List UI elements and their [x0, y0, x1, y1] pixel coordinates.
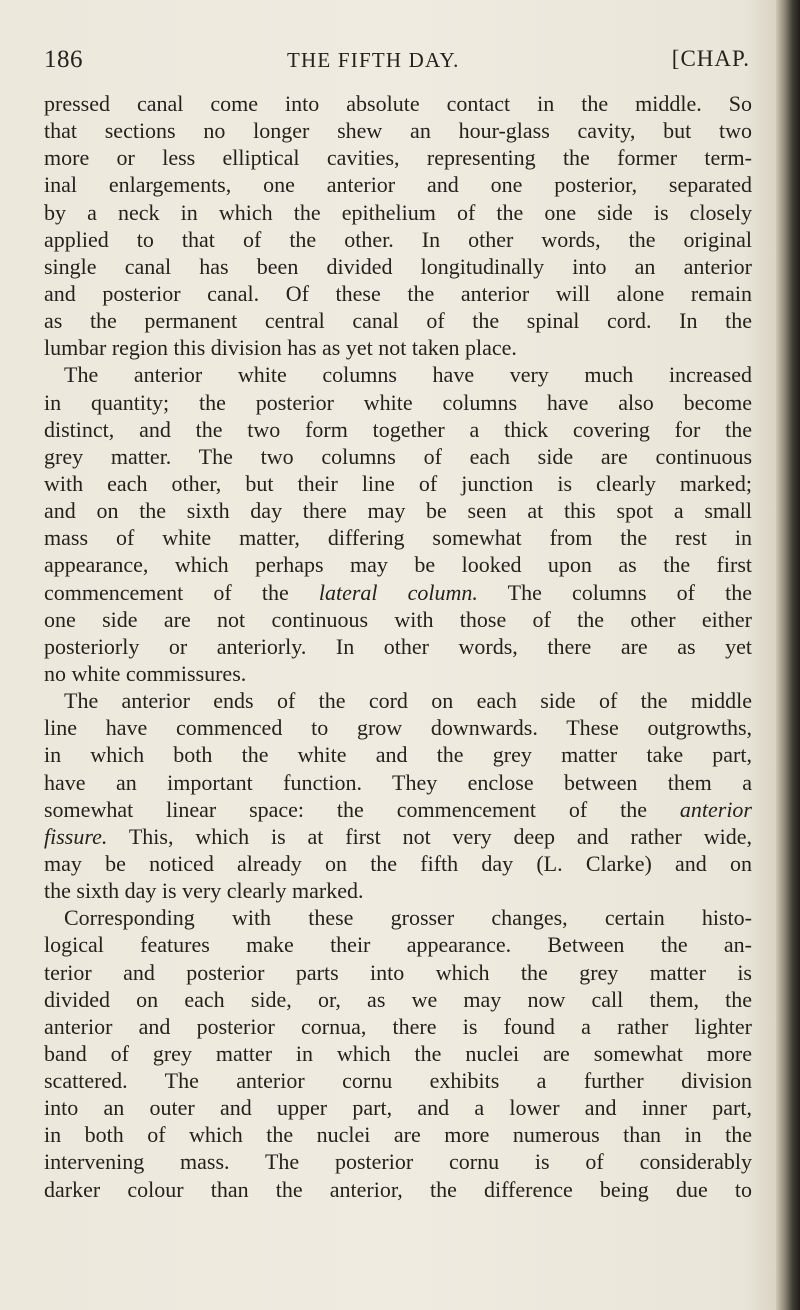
text-line-content: single canal has been divided longitudinally into an anterior: [44, 253, 752, 279]
text-line-content: grey matter. The two columns of each side are continuous: [44, 443, 752, 469]
text-line: [44, 986, 752, 1013]
text-line-content: somewhat linear space: the commencement of the: [44, 796, 680, 822]
text-line: [44, 823, 752, 850]
text-line-content: more or less elliptical cavities, representing the former term-: [44, 145, 752, 171]
text-line: [44, 90, 752, 117]
text-line: [44, 741, 752, 768]
text-line: [44, 959, 752, 986]
text-line-content: Corresponding with these grosser changes, certain histo-: [64, 905, 752, 931]
text-line: [44, 1040, 752, 1067]
text-line: [44, 470, 752, 497]
text-line: [44, 551, 752, 578]
text-line: [44, 361, 752, 388]
text-line-content: lumbar region this division has as yet not taken place.: [44, 335, 517, 361]
text-line: [44, 633, 752, 660]
text-line-content: commencement of the: [44, 579, 319, 605]
running-title: THE FIFTH DAY.: [287, 48, 460, 72]
chapter-label: [CHAP.: [671, 46, 750, 71]
text-line: [44, 497, 752, 524]
text-line-content: anterior and posterior cornua, there is found a rather lighter: [44, 1013, 752, 1039]
text-line-content: that sections no longer shew an hour-glass cavity, but two: [44, 118, 752, 144]
text-line: [44, 389, 752, 416]
text-line: [44, 1067, 752, 1094]
text-line: [44, 416, 752, 443]
text-line-content: in both of which the nuclei are more numerous than in the: [44, 1122, 752, 1148]
text-line-content: The anterior ends of the cord on each side of the middle: [64, 688, 752, 714]
text-line: [44, 226, 752, 253]
text-line: [44, 144, 752, 171]
text-line-continuation: The columns of the: [477, 579, 752, 605]
text-line-content: into an outer and upper part, and a lower and inner part,: [44, 1095, 752, 1121]
text-line-content: inal enlargements, one anterior and one posterior, separated: [44, 172, 752, 198]
text-line: [44, 1176, 752, 1203]
page-number: 186: [44, 46, 83, 73]
text-line-content: have an important function. They enclose between them a: [44, 769, 752, 795]
text-line-content: posteriorly or anteriorly. In other words, there are as yet: [44, 633, 752, 659]
text-line-content: logical features make their appearance. Between the an-: [44, 932, 752, 958]
body-text: [44, 90, 752, 1203]
italic-term: fissure.: [44, 823, 108, 849]
text-line-content: applied to that of the other. In other words, the original: [44, 226, 752, 252]
text-line-content: band of grey matter in which the nuclei are somewhat more: [44, 1040, 752, 1066]
text-line-content: scattered. The anterior cornu exhibits a further division: [44, 1068, 752, 1094]
text-line-continuation: This, which is at first not very deep and rather wide,: [107, 823, 752, 849]
text-line: [44, 931, 752, 958]
text-line-content: the sixth day is very clearly marked.: [44, 878, 364, 904]
text-line-content: darker colour than the anterior, the difference being due to: [44, 1176, 752, 1202]
book-binding-edge: [776, 0, 800, 1310]
text-line-content: divided on each side, or, as we may now call them, the: [44, 986, 752, 1012]
text-line: [44, 280, 752, 307]
text-line: [44, 606, 752, 633]
text-line: [44, 1148, 752, 1175]
text-line: [44, 877, 752, 904]
text-line-content: no white commissures.: [44, 660, 247, 686]
text-line-content: distinct, and the two form together a thick covering for the: [44, 416, 752, 442]
text-line: [44, 1094, 752, 1121]
text-line: [44, 904, 752, 931]
text-line-content: pressed canal come into absolute contact in the middle. So: [44, 91, 752, 116]
text-line: [44, 1013, 752, 1040]
text-line: [44, 850, 752, 877]
text-line: [44, 769, 752, 796]
italic-term: lateral column.: [318, 579, 478, 605]
text-line-content: The anterior white columns have very much increased: [64, 362, 752, 388]
text-line: [44, 117, 752, 144]
text-line: [44, 443, 752, 470]
text-line-content: appearance, which perhaps may be looked upon as the first: [44, 552, 752, 578]
text-line-content: one side are not continuous with those of the other either: [44, 606, 752, 632]
italic-term: anterior: [679, 796, 752, 822]
text-line: [44, 524, 752, 551]
text-line: [44, 334, 752, 361]
text-line-content: terior and posterior parts into which the grey matter is: [44, 959, 752, 985]
text-line: [44, 199, 752, 226]
text-line-content: and on the sixth day there may be seen at this spot a small: [44, 498, 752, 524]
text-line: [44, 253, 752, 280]
text-line-content: in which both the white and the grey matter take part,: [44, 742, 752, 768]
text-line: [44, 660, 752, 687]
text-line: [44, 307, 752, 334]
text-line: [44, 714, 752, 741]
text-line: [44, 171, 752, 198]
text-line-content: line have commenced to grow downwards. These outgrowths,: [44, 715, 752, 741]
text-line-content: may be noticed already on the fifth day (L. Clarke) and on: [44, 850, 752, 876]
text-line: [44, 687, 752, 714]
text-line: [44, 1121, 752, 1148]
text-line-content: mass of white matter, differing somewhat from the rest in: [44, 525, 752, 551]
text-line-content: by a neck in which the epithelium of the one side is closely: [44, 199, 752, 225]
text-line-content: in quantity; the posterior white columns have also become: [44, 389, 752, 415]
text-line-content: intervening mass. The posterior cornu is of considerably: [44, 1149, 752, 1175]
page-header: [44, 46, 750, 86]
text-line-content: and posterior canal. Of these the anterior will alone remain: [44, 280, 752, 306]
text-line-content: with each other, but their line of junction is clearly marked;: [44, 470, 752, 496]
text-line-content: as the permanent central canal of the spinal cord. In the: [44, 308, 752, 334]
text-line: [44, 796, 752, 823]
text-line: [44, 579, 752, 606]
